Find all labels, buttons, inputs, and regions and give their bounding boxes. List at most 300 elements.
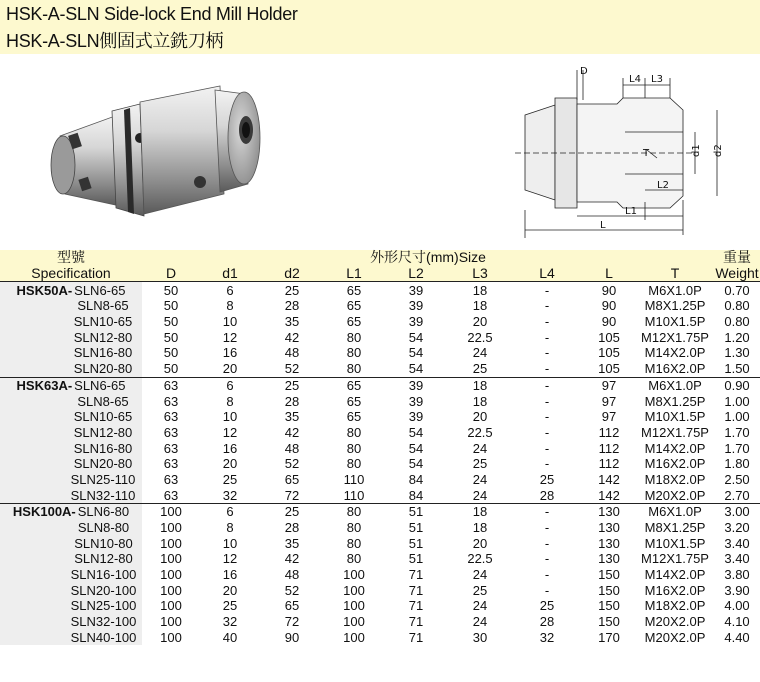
model-code: SLN16-80	[73, 345, 133, 361]
spec-header-cn: 型號	[0, 250, 142, 266]
table-cell: 0.80	[724, 298, 750, 314]
table-cell: M12X1.75P	[641, 551, 709, 567]
table-row	[0, 282, 760, 298]
table-cell: 170	[598, 629, 620, 645]
table-cell: 1.00	[724, 393, 750, 409]
table-cell: 110	[343, 471, 365, 487]
table-cell: 3.40	[724, 551, 750, 567]
table-cell: 150	[598, 598, 620, 614]
model-code: SLN20-80	[73, 361, 133, 377]
weight-header-en: Weight	[715, 265, 759, 282]
table-cell: 28	[284, 298, 300, 314]
table-cell: 1.00	[724, 409, 750, 425]
table-cell: M14X2.0P	[644, 345, 706, 361]
table-cell: M10X1.5P	[644, 535, 706, 551]
table-cell: 25	[260, 282, 324, 298]
table-cell: 71	[408, 567, 424, 583]
table-row	[0, 520, 760, 536]
table-cell: 52	[284, 456, 300, 472]
col-header: d1	[200, 266, 260, 282]
label-L3: L3	[651, 74, 663, 85]
table-cell: -	[544, 520, 550, 536]
table-cell: 1.80	[724, 456, 750, 472]
table-cell: 50	[163, 361, 179, 377]
table-cell: 18	[472, 298, 488, 314]
title-english: HSK-A-SLN Side-lock End Mill Holder	[6, 4, 298, 24]
table-row	[0, 504, 760, 520]
technical-drawing	[505, 60, 760, 250]
table-cell: -	[544, 329, 550, 345]
table-cell: 12	[222, 329, 238, 345]
spec-cell	[0, 614, 142, 630]
col-header: L1	[324, 266, 384, 282]
table-cell: M10X1.5P	[644, 314, 706, 330]
model-code: SLN16-100	[70, 567, 137, 583]
table-cell: 20	[222, 361, 238, 377]
table-cell: 1.30	[724, 345, 750, 361]
table-cell: 28	[284, 520, 300, 536]
table-cell: 4.00	[724, 598, 750, 614]
table-cell: 80	[346, 551, 362, 567]
table-cell: 18	[448, 504, 512, 520]
spec-cell	[0, 440, 142, 456]
table-cell: 35	[284, 314, 300, 330]
col-header: L3	[448, 266, 512, 282]
col-header: L2	[384, 266, 448, 282]
table-cell: 18	[448, 282, 512, 298]
table-cell: 63	[163, 440, 179, 456]
table-cell: 100	[160, 551, 182, 567]
table-cell: M16X2.0P	[644, 582, 706, 598]
table-row	[0, 487, 760, 503]
table-cell: 80	[346, 361, 362, 377]
table-cell: 40	[222, 629, 238, 645]
table-cell: 65	[284, 598, 300, 614]
table-cell: 97	[601, 409, 617, 425]
table-row	[0, 298, 760, 314]
table-row	[0, 314, 760, 330]
table-cell: 1.20	[724, 329, 750, 345]
table-cell: 6	[200, 282, 260, 298]
table-cell: 24	[472, 345, 488, 361]
model-code: SLN25-100	[70, 598, 137, 614]
table-row	[0, 582, 760, 598]
table-cell: 24	[472, 440, 488, 456]
model-code: SLN20-80	[73, 456, 133, 472]
table-cell: 65	[284, 471, 300, 487]
table-cell: 25	[472, 456, 488, 472]
table-cell: 54	[408, 345, 424, 361]
group-name: HSK50A-	[16, 282, 73, 298]
spec-cell	[0, 472, 142, 488]
table-cell: 80	[346, 440, 362, 456]
table-cell: 20	[472, 535, 488, 551]
table-cell: 150	[598, 582, 620, 598]
table-cell: 35	[284, 535, 300, 551]
table-cell: -	[544, 456, 550, 472]
table-cell: 12	[222, 551, 238, 567]
table-row	[0, 567, 760, 583]
table-cell: 65	[324, 377, 384, 393]
table-cell: 90	[601, 314, 617, 330]
table-cell: 80	[346, 329, 362, 345]
table-row	[0, 535, 760, 551]
table-cell: 130	[582, 504, 636, 520]
table-cell: 39	[408, 298, 424, 314]
spec-cell	[0, 551, 142, 567]
table-cell: 142	[598, 487, 620, 503]
table-cell: 4.10	[724, 614, 750, 630]
table-cell: -	[544, 582, 550, 598]
table-cell: 48	[284, 345, 300, 361]
table-cell: 39	[408, 314, 424, 330]
table-cell: 51	[384, 504, 448, 520]
spec-cell	[0, 487, 142, 503]
model-code: SLN8-80	[77, 520, 130, 536]
spec-cell	[0, 377, 142, 393]
table-cell: 22.5	[467, 424, 493, 440]
spec-table	[0, 250, 760, 645]
table-cell: 50	[142, 282, 200, 298]
table-cell: 52	[284, 361, 300, 377]
table-cell: 25	[222, 471, 238, 487]
table-cell: 18	[448, 377, 512, 393]
table-cell: 30	[472, 629, 488, 645]
table-cell: 50	[163, 345, 179, 361]
table-cell: 20	[222, 456, 238, 472]
table-row	[0, 472, 760, 488]
table-cell: 1.70	[724, 424, 750, 440]
table-cell: 25	[539, 598, 555, 614]
table-cell: 51	[408, 551, 424, 567]
spec-cell	[0, 314, 142, 330]
table-cell: M12X1.75P	[641, 329, 709, 345]
table-cell: 54	[408, 329, 424, 345]
spec-cell	[0, 393, 142, 409]
table-cell: 105	[598, 361, 620, 377]
table-cell: 32	[539, 629, 555, 645]
model-code: SLN8-65	[77, 298, 129, 314]
spec-cell	[0, 535, 142, 551]
table-cell: 100	[160, 520, 182, 536]
table-cell: 16	[222, 345, 238, 361]
table-cell: 100	[160, 629, 182, 645]
table-cell: 2.50	[724, 471, 750, 487]
table-cell: 63	[163, 487, 179, 503]
table-row	[0, 630, 760, 646]
table-cell: 100	[160, 614, 182, 630]
group-name: HSK63A-	[16, 377, 73, 393]
table-cell: 24	[472, 614, 488, 630]
label-L: L	[600, 220, 606, 231]
table-cell: 20	[472, 409, 488, 425]
spec-cell	[0, 598, 142, 614]
table-row	[0, 425, 760, 441]
table-row	[0, 361, 760, 377]
dims-header: 外形尺寸(mm)Size	[142, 250, 714, 266]
title-chinese: HSK-A-SLN側固式立銑刀柄	[6, 31, 224, 51]
table-cell: 3.20	[724, 520, 750, 536]
table-cell: 100	[343, 567, 365, 583]
label-L1: L1	[625, 206, 637, 217]
table-cell: 50	[163, 298, 179, 314]
table-cell: 112	[598, 424, 620, 440]
group-name: HSK100A-	[12, 504, 76, 520]
label-L2: L2	[657, 180, 669, 191]
table-cell: 12	[222, 424, 238, 440]
spec-cell	[0, 567, 142, 583]
col-header: L4	[512, 266, 582, 282]
table-cell: 63	[163, 456, 179, 472]
table-cell: M6X1.0P	[636, 504, 714, 520]
model-code: SLN12-80	[73, 424, 133, 440]
model-code: SLN12-80	[74, 551, 133, 567]
table-cell: 97	[601, 393, 617, 409]
table-cell: 24	[472, 598, 488, 614]
table-cell: -	[512, 504, 582, 520]
table-cell: 80	[346, 456, 362, 472]
table-cell: -	[544, 409, 550, 425]
table-cell: 112	[598, 440, 620, 456]
table-row	[0, 551, 760, 567]
table-cell: 51	[408, 535, 424, 551]
model-code: SLN16-80	[73, 440, 133, 456]
spec-cell	[0, 298, 142, 314]
table-cell: -	[544, 567, 550, 583]
table-cell: -	[544, 393, 550, 409]
spec-cell	[0, 520, 142, 536]
label-L4: L4	[629, 74, 641, 85]
table-cell: 80	[324, 504, 384, 520]
table-cell: 25	[472, 582, 488, 598]
table-cell: 100	[160, 598, 182, 614]
table-cell: 28	[539, 487, 555, 503]
model-code: SLN6-80	[77, 504, 130, 520]
col-header: T	[636, 266, 714, 282]
table-cell: M18X2.0P	[644, 471, 706, 487]
table-cell: 50	[163, 314, 179, 330]
table-row	[0, 409, 760, 425]
table-cell: 1.70	[724, 440, 750, 456]
table-cell: M12X1.75P	[641, 424, 709, 440]
table-cell: -	[512, 282, 582, 298]
table-cell: 3.00	[714, 504, 760, 520]
label-d2: d2	[713, 144, 724, 157]
model-code: SLN32-100	[70, 614, 137, 630]
table-cell: 25	[260, 377, 324, 393]
table-row	[0, 456, 760, 472]
table-cell: 25	[260, 504, 324, 520]
col-header: D	[142, 266, 200, 282]
table-cell: 80	[346, 345, 362, 361]
table-cell: 42	[284, 551, 300, 567]
table-cell: 18	[472, 393, 488, 409]
table-cell: 2.70	[724, 487, 750, 503]
table-cell: 65	[346, 298, 362, 314]
table-cell: -	[544, 345, 550, 361]
table-cell: 25	[472, 361, 488, 377]
table-row	[0, 345, 760, 361]
model-code: SLN6-65	[74, 377, 126, 393]
table-cell: 35	[284, 409, 300, 425]
table-cell: 54	[408, 456, 424, 472]
spec-cell	[0, 329, 142, 345]
table-cell: 4.40	[724, 629, 750, 645]
table-cell: -	[544, 298, 550, 314]
table-cell: 20	[222, 582, 238, 598]
table-cell: 80	[346, 520, 362, 536]
spec-cell	[0, 504, 142, 520]
table-cell: 97	[582, 377, 636, 393]
table-cell: 72	[284, 487, 300, 503]
table-cell: 72	[284, 614, 300, 630]
table-cell: 105	[598, 329, 620, 345]
table-cell: 150	[598, 614, 620, 630]
table-cell: 24	[472, 567, 488, 583]
weight-header-cn: 重量	[714, 250, 760, 266]
table-cell: M16X2.0P	[644, 361, 706, 377]
table-cell: M14X2.0P	[644, 567, 706, 583]
table-cell: 100	[343, 614, 365, 630]
label-D: D	[580, 66, 588, 77]
table-cell: 65	[346, 393, 362, 409]
table-cell: M8X1.25P	[644, 520, 706, 536]
table-cell: M16X2.0P	[644, 456, 706, 472]
spec-header-en: Specification	[0, 266, 142, 282]
table-cell: 39	[384, 282, 448, 298]
table-cell: M14X2.0P	[644, 440, 706, 456]
table-cell: 3.90	[724, 582, 750, 598]
table-cell: 32	[222, 614, 238, 630]
table-cell: 42	[284, 329, 300, 345]
table-cell: 130	[598, 551, 620, 567]
table-cell: 39	[384, 377, 448, 393]
model-code: SLN8-65	[77, 393, 129, 409]
table-cell: 90	[284, 629, 300, 645]
model-code: SLN12-80	[73, 329, 133, 345]
table-cell: 100	[343, 582, 365, 598]
table-cell: M20X2.0P	[644, 614, 706, 630]
spec-cell	[0, 361, 142, 377]
table-cell: 24	[472, 471, 488, 487]
table-cell: 130	[598, 520, 620, 536]
table-cell: 71	[408, 629, 424, 645]
table-cell: 80	[346, 535, 362, 551]
table-cell: 3.80	[724, 567, 750, 583]
table-cell: 48	[284, 567, 300, 583]
model-code: SLN6-65	[74, 282, 126, 298]
table-cell: -	[512, 377, 582, 393]
table-row	[0, 393, 760, 409]
table-cell: -	[544, 424, 550, 440]
table-row	[0, 329, 760, 345]
table-cell: 65	[346, 409, 362, 425]
table-row	[0, 440, 760, 456]
spec-cell	[0, 409, 142, 425]
table-cell: 63	[163, 424, 179, 440]
table-cell: 142	[598, 471, 620, 487]
table-cell: 16	[222, 567, 238, 583]
table-cell: -	[544, 551, 550, 567]
table-row	[0, 598, 760, 614]
table-cell: 25	[222, 598, 238, 614]
table-cell: 8	[226, 393, 234, 409]
table-cell: 90	[582, 282, 636, 298]
label-T: T	[643, 148, 650, 159]
spec-cell	[0, 630, 142, 646]
table-cell: 10	[222, 535, 238, 551]
table-cell: 150	[598, 567, 620, 583]
table-cell: 50	[163, 329, 179, 345]
product-photo	[40, 66, 280, 236]
table-cell: 0.90	[714, 377, 760, 393]
table-cell: M20X2.0P	[644, 487, 706, 503]
col-header: d2	[260, 266, 324, 282]
table-cell: -	[544, 314, 550, 330]
table-cell: M8X1.25P	[644, 393, 706, 409]
table-cell: 0.70	[714, 282, 760, 298]
spec-cell	[0, 582, 142, 598]
table-cell: 18	[472, 520, 488, 536]
table-cell: 22.5	[467, 329, 493, 345]
table-cell: -	[544, 361, 550, 377]
table-cell: 112	[598, 456, 620, 472]
table-cell: M6X1.0P	[636, 377, 714, 393]
table-cell: 65	[324, 282, 384, 298]
model-code: SLN25-110	[70, 471, 136, 487]
spec-cell	[0, 456, 142, 472]
table-cell: 71	[408, 614, 424, 630]
table-cell: 71	[408, 582, 424, 598]
table-cell: M8X1.25P	[644, 298, 706, 314]
table-cell: 84	[408, 487, 424, 503]
spec-cell	[0, 425, 142, 441]
table-cell: 8	[226, 298, 234, 314]
label-d1: d1	[691, 144, 702, 157]
table-cell: 22.5	[467, 551, 493, 567]
table-cell: 39	[408, 393, 424, 409]
table-cell: 80	[346, 424, 362, 440]
table-cell: 10	[222, 409, 238, 425]
table-cell: 16	[222, 440, 238, 456]
table-cell: 100	[160, 535, 182, 551]
table-cell: 10	[222, 314, 238, 330]
table-cell: 100	[343, 598, 365, 614]
table-cell: 63	[163, 393, 179, 409]
table-cell: 1.50	[724, 361, 750, 377]
table-cell: M20X2.0P	[644, 629, 706, 645]
spec-cell	[0, 345, 142, 361]
table-cell: 52	[284, 582, 300, 598]
table-cell: 54	[408, 440, 424, 456]
model-code: SLN10-65	[73, 409, 133, 425]
table-cell: 105	[598, 345, 620, 361]
table-cell: 42	[284, 424, 300, 440]
table-cell: 100	[142, 504, 200, 520]
table-cell: 51	[408, 520, 424, 536]
model-code: SLN10-65	[73, 314, 133, 330]
table-cell: 63	[142, 377, 200, 393]
table-cell: 65	[346, 314, 362, 330]
table-cell: 110	[343, 487, 365, 503]
table-cell: -	[544, 535, 550, 551]
table-cell: 54	[408, 361, 424, 377]
table-cell: 6	[200, 504, 260, 520]
table-cell: 28	[539, 614, 555, 630]
table-cell: 20	[472, 314, 488, 330]
table-cell: 24	[472, 487, 488, 503]
table-cell: M18X2.0P	[644, 598, 706, 614]
